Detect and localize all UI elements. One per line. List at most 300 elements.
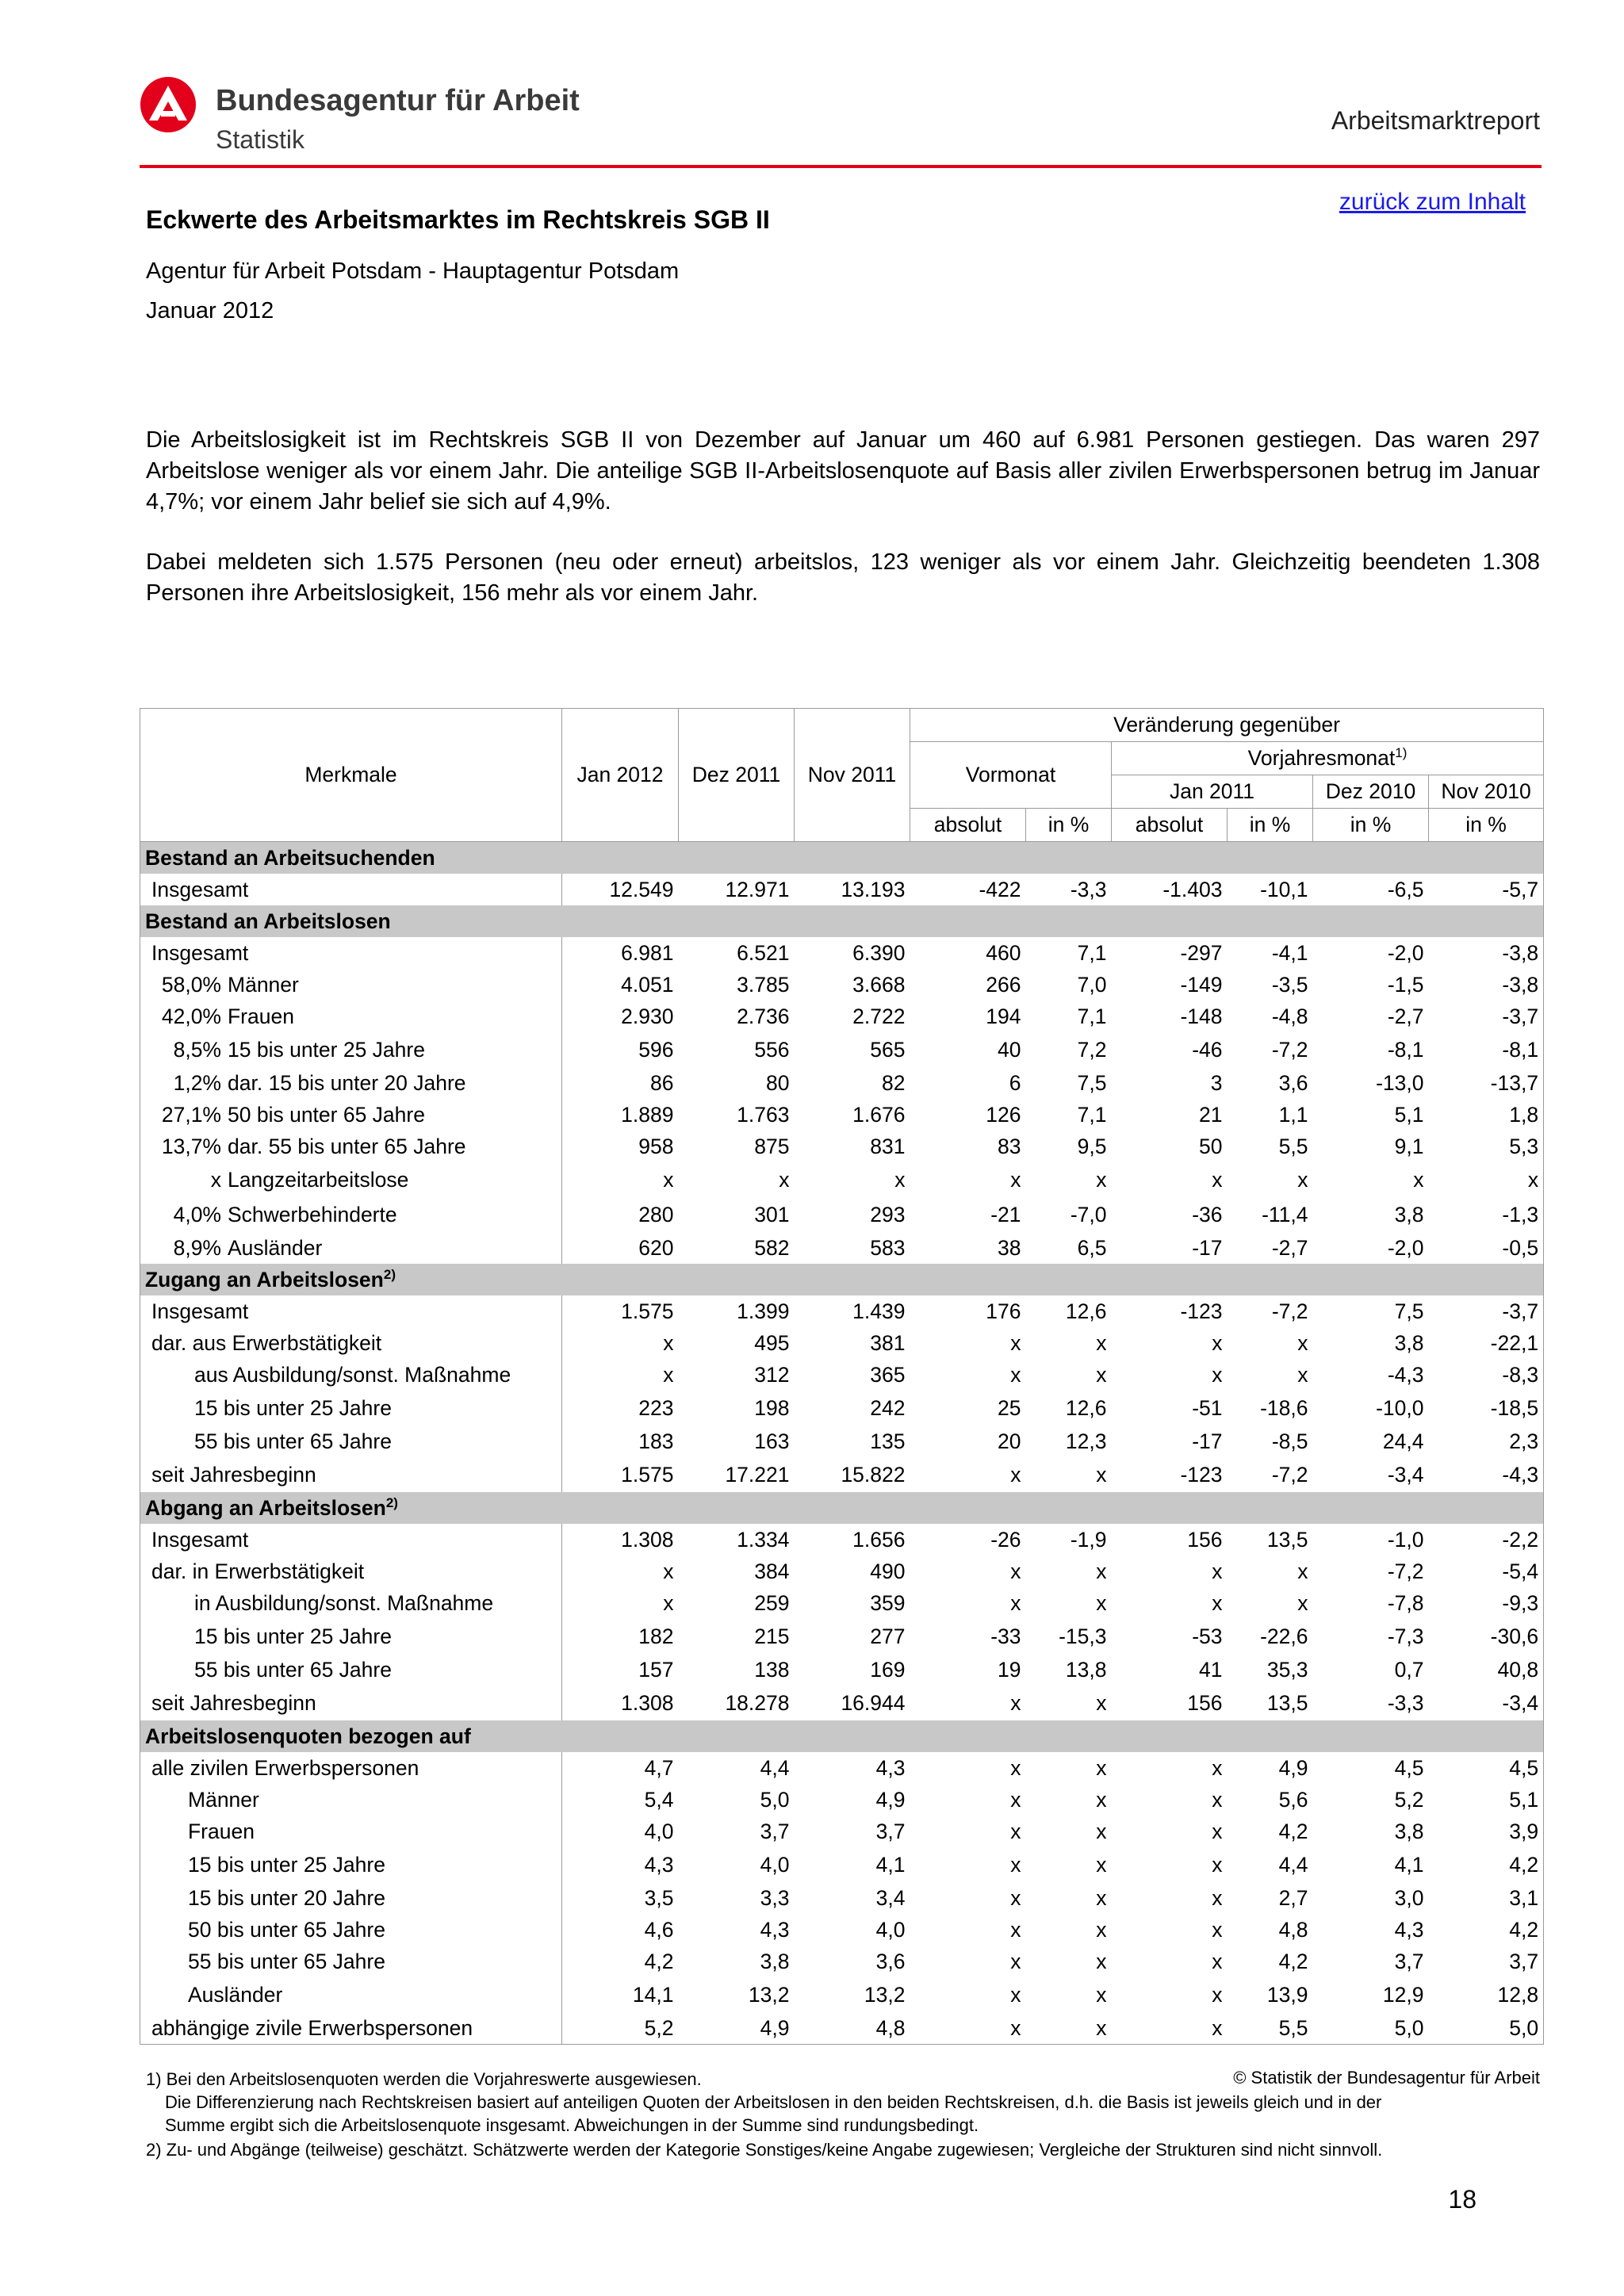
- value-cell: x: [1096, 1886, 1107, 1910]
- row-label-text: in Ausbildung/sonst. Maßnahme: [194, 1591, 494, 1615]
- header-merkmale: Merkmale: [140, 709, 562, 842]
- value-cell: -3,3: [1387, 1691, 1424, 1715]
- page-number: 18: [1448, 2185, 1477, 2214]
- value-cell: 1.308: [562, 1686, 679, 1720]
- row-label: [140, 1914, 562, 1946]
- row-label: [140, 1457, 562, 1492]
- report-label: Arbeitsmarktreport: [1331, 106, 1540, 135]
- row-label: [140, 1197, 562, 1232]
- value-cell: 242: [870, 1396, 906, 1420]
- value-cell: x: [1096, 1463, 1107, 1487]
- value-cell: 4,5: [1394, 1756, 1424, 1780]
- row-label: [140, 1587, 562, 1619]
- row-label-text: Insgesamt: [151, 1528, 249, 1552]
- row-label: [140, 1686, 562, 1720]
- value-cell: 135: [870, 1429, 906, 1453]
- value-cell: x: [1010, 1559, 1021, 1583]
- ba-logo-icon: [140, 76, 197, 133]
- section-row: [140, 1264, 1544, 1295]
- value-cell: 4,2: [1278, 1950, 1308, 1973]
- value-cell: -3,8: [1429, 969, 1544, 1001]
- value-cell: x: [1096, 1820, 1107, 1843]
- table-row: [140, 969, 1544, 1001]
- section-fill: [562, 1720, 1544, 1752]
- row-label-text: dar. in Erwerbstätigkeit: [151, 1559, 365, 1583]
- value-cell: x: [1010, 1463, 1021, 1487]
- header-vormonat: Vormonat: [910, 742, 1112, 809]
- report-period: Januar 2012: [146, 298, 274, 323]
- value-cell: 182: [562, 1619, 679, 1654]
- value-cell: -15,3: [1059, 1624, 1107, 1648]
- section-row: [140, 842, 1544, 874]
- value-cell: 3.668: [852, 973, 906, 997]
- back-to-contents-link[interactable]: zurück zum Inhalt: [1339, 189, 1526, 215]
- header-vorjahr-pct: in %: [1228, 809, 1313, 842]
- value-cell: -3,8: [1429, 937, 1544, 969]
- value-cell: -8,1: [1387, 1038, 1424, 1062]
- value-cell: 7,1: [1077, 1103, 1107, 1127]
- value-cell: 80: [766, 1071, 790, 1095]
- row-label: [140, 1425, 562, 1457]
- value-cell: -1,0: [1387, 1528, 1424, 1552]
- table-row: [140, 1359, 1544, 1391]
- value-cell: 126: [986, 1103, 1021, 1127]
- value-cell: x: [1212, 1363, 1223, 1387]
- value-cell: 4,3: [562, 1847, 679, 1882]
- value-cell: -0,5: [1429, 1232, 1544, 1264]
- row-label: [140, 1131, 562, 1162]
- table-row: [140, 1914, 1544, 1946]
- value-cell: -123: [1180, 1299, 1223, 1323]
- value-cell: x: [562, 1587, 679, 1619]
- footnote-1: 1) Bei den Arbeitslosenquoten werden die Vorjahreswerte ausgewiesen.: [146, 2069, 702, 2089]
- row-label: [140, 1391, 562, 1425]
- value-cell: 556: [754, 1038, 790, 1062]
- value-cell: -2,2: [1429, 1524, 1544, 1556]
- value-cell: 3,7: [1394, 1950, 1424, 1973]
- value-cell: 620: [562, 1232, 679, 1264]
- value-cell: 3.785: [737, 973, 790, 997]
- value-cell: 5,0: [1313, 2012, 1429, 2045]
- value-cell: 198: [754, 1396, 790, 1420]
- row-label-text: Insgesamt: [151, 941, 249, 965]
- value-cell: 3,9: [1429, 1816, 1544, 1847]
- footnote-2: 2) Zu- und Abgänge (teilweise) geschätzt. Schätzwerte werden der Kategorie Sonstiges/keine Angabe zugewiesen; Vergleiche der Strukturen sind nicht sinnvoll.: [146, 2140, 1383, 2160]
- value-cell: -46: [1192, 1038, 1223, 1062]
- table-row: [140, 1556, 1544, 1587]
- table-row: [140, 1847, 1544, 1882]
- agency-name: Agentur für Arbeit Potsdam - Hauptagentur Potsdam: [146, 258, 680, 284]
- value-cell: 1.575: [562, 1295, 679, 1327]
- value-cell: x: [1212, 1820, 1223, 1843]
- value-cell: 2.736: [737, 1004, 790, 1028]
- section-row: [140, 905, 1544, 937]
- value-cell: -3,7: [1429, 1001, 1544, 1032]
- value-cell: 13,2: [748, 1983, 790, 2007]
- value-cell: x: [1096, 1591, 1107, 1615]
- value-cell: x: [1010, 1331, 1021, 1355]
- section-row: [140, 1492, 1544, 1524]
- value-cell: 7,0: [1077, 973, 1107, 997]
- value-cell: -1.403: [1162, 878, 1223, 901]
- value-cell: x: [1096, 1691, 1107, 1715]
- value-cell: -18,6: [1260, 1396, 1308, 1420]
- value-cell: x: [1212, 1788, 1223, 1812]
- table-row: [140, 937, 1544, 969]
- table-row: [140, 1425, 1544, 1457]
- value-cell: -297: [1180, 941, 1223, 965]
- value-cell: -13,7: [1429, 1067, 1544, 1099]
- value-cell: 15.822: [841, 1463, 906, 1487]
- table-row: [140, 1295, 1544, 1327]
- section-label: Bestand an Arbeitsuchenden: [140, 842, 562, 874]
- share-percent: 4,0%: [173, 1203, 221, 1226]
- value-cell: 4.051: [562, 969, 679, 1001]
- value-cell: -3,3: [1070, 878, 1107, 901]
- value-cell: 19: [998, 1658, 1021, 1682]
- value-cell: -10,1: [1260, 878, 1308, 901]
- row-label-text: Ausländer: [228, 1236, 323, 1260]
- value-cell: -1,3: [1429, 1197, 1544, 1232]
- value-cell: x: [562, 1162, 679, 1197]
- row-label-text: 55 bis unter 65 Jahre: [194, 1658, 392, 1682]
- value-cell: x: [1026, 2012, 1112, 2045]
- value-cell: -21: [990, 1203, 1021, 1226]
- value-cell: 4,2: [1429, 1847, 1544, 1882]
- value-cell: 5,0: [760, 1788, 790, 1812]
- value-cell: x: [562, 1556, 679, 1587]
- value-cell: x: [1212, 1756, 1223, 1780]
- value-cell: 6.521: [737, 941, 790, 965]
- row-label: [140, 1977, 562, 2012]
- value-cell: 4,4: [1278, 1853, 1308, 1877]
- value-cell: 4,8: [1278, 1918, 1308, 1942]
- value-cell: -2,0: [1387, 1236, 1424, 1260]
- value-cell: x: [910, 2012, 1026, 2045]
- value-cell: 2,7: [1278, 1886, 1308, 1910]
- value-cell: 7,5: [1077, 1071, 1107, 1095]
- value-cell: 384: [754, 1559, 790, 1583]
- value-cell: 1.676: [852, 1103, 906, 1127]
- value-cell: 21: [1199, 1103, 1223, 1127]
- value-cell: 156: [1187, 1691, 1223, 1715]
- value-cell: 4,6: [562, 1914, 679, 1946]
- value-cell: x: [562, 1327, 679, 1359]
- value-cell: 9,5: [1077, 1135, 1107, 1158]
- value-cell: -3,4: [1429, 1686, 1544, 1720]
- row-label: [140, 1619, 562, 1654]
- value-cell: 5,2: [1394, 1788, 1424, 1812]
- org-name: Bundesagentur für Arbeit: [216, 84, 580, 117]
- row-label-text: Ausländer: [188, 1983, 283, 2007]
- footnote-1-line-2: Die Differenzierung nach Rechtskreisen basiert auf anteiligen Quoten der Arbeitslosen in den beiden Rechtskreisen, d.h. die Basis ist jeweils gleich und in der: [165, 2092, 1382, 2112]
- value-cell: -8,5: [1271, 1429, 1308, 1453]
- value-cell: x: [1096, 1559, 1107, 1583]
- row-label-text: 50 bis unter 65 Jahre: [188, 1918, 385, 1942]
- value-cell: 4,2: [1278, 1820, 1308, 1843]
- row-label: [140, 1067, 562, 1099]
- value-cell: 13,5: [1266, 1528, 1308, 1552]
- value-cell: 6,5: [1077, 1236, 1107, 1260]
- row-label: [140, 1654, 562, 1686]
- share-percent: 13,7%: [161, 1135, 221, 1158]
- value-cell: -17: [1192, 1429, 1223, 1453]
- summary-paragraph-2: Dabei meldeten sich 1.575 Personen (neu oder erneut) arbeitslos, 123 weniger als vor einem Jahr. Gleichzeitig beendeten 1.308 Personen ihre Arbeitslosigkeit, 156 mehr als vor einem Jahr.: [146, 549, 1540, 606]
- value-cell: -1,5: [1387, 973, 1424, 997]
- section-label: Abgang an Arbeitslosen$^{2)}$: [140, 1492, 562, 1524]
- value-cell: x: [1212, 1950, 1223, 1973]
- value-cell: x: [1096, 1756, 1107, 1780]
- value-cell: 958: [562, 1131, 679, 1162]
- table-row: [140, 1391, 1544, 1425]
- table-row: [140, 1882, 1544, 1914]
- share-percent: 8,9%: [173, 1236, 221, 1260]
- value-cell: -149: [1180, 973, 1223, 997]
- value-cell: 7,1: [1077, 1004, 1107, 1028]
- value-cell: 1.334: [737, 1528, 790, 1552]
- value-cell: x: [779, 1168, 790, 1192]
- row-label: [140, 1784, 562, 1816]
- value-cell: x: [1212, 1918, 1223, 1942]
- value-cell: x: [1297, 1168, 1308, 1192]
- table-row: [140, 1946, 1544, 1977]
- value-cell: -148: [1180, 1004, 1223, 1028]
- value-cell: 3,8: [1394, 1203, 1424, 1226]
- value-cell: 3,6: [1278, 1071, 1308, 1095]
- section-fill: [562, 1264, 1544, 1295]
- value-cell: 16.944: [841, 1691, 906, 1715]
- value-cell: 157: [562, 1654, 679, 1686]
- table-row: [140, 2012, 1544, 2045]
- row-label: [140, 874, 562, 905]
- row-label: [140, 2012, 562, 2045]
- share-percent: 1,2%: [173, 1071, 221, 1095]
- value-cell: 5,0: [1429, 2012, 1544, 2045]
- value-cell: 3,7: [875, 1820, 906, 1843]
- value-cell: 6.981: [562, 937, 679, 969]
- value-cell: -17: [1192, 1236, 1223, 1260]
- table-row: [140, 1197, 1544, 1232]
- share-percent: 42,0%: [161, 1004, 221, 1028]
- row-label-text: 15 bis unter 25 Jahre: [194, 1624, 392, 1648]
- table-row: [140, 1162, 1544, 1197]
- footnote-marker: 2): [385, 1495, 398, 1511]
- value-cell: x: [1096, 1853, 1107, 1877]
- row-label-text: Frauen: [188, 1820, 255, 1843]
- value-cell: 12,9: [1382, 1983, 1424, 2007]
- share-percent: 58,0%: [161, 973, 221, 997]
- value-cell: x: [1212, 1983, 1223, 2007]
- value-cell: 5,4: [562, 1784, 679, 1816]
- section-fill: [562, 1492, 1544, 1524]
- value-cell: x: [1212, 1559, 1223, 1583]
- value-cell: 4,1: [875, 1853, 906, 1877]
- value-cell: 24,4: [1382, 1429, 1424, 1453]
- value-cell: 582: [754, 1236, 790, 1260]
- header-vorjahresmonat: Vorjahresmonat$^{1)}$: [1112, 742, 1544, 775]
- header-dez-2010: Dez 2010: [1313, 775, 1429, 809]
- value-cell: 596: [562, 1032, 679, 1067]
- row-label-text: Frauen: [228, 1004, 294, 1028]
- value-cell: -1,9: [1070, 1528, 1107, 1552]
- value-cell: x: [1112, 2012, 1228, 2045]
- row-label: [140, 1816, 562, 1847]
- row-label-text: seit Jahresbeginn: [151, 1691, 316, 1715]
- value-cell: 4,8: [795, 2012, 910, 2045]
- section-label: Zugang an Arbeitslosen$^{2)}$: [140, 1264, 562, 1295]
- row-label: [140, 1232, 562, 1264]
- row-label: [140, 1556, 562, 1587]
- value-cell: 7,2: [1077, 1038, 1107, 1062]
- value-cell: -7,8: [1387, 1591, 1424, 1615]
- row-label-text: 15 bis unter 25 Jahre: [194, 1396, 392, 1420]
- value-cell: x: [1096, 1363, 1107, 1387]
- value-cell: 12,6: [1065, 1299, 1107, 1323]
- value-cell: 3,4: [875, 1886, 906, 1910]
- value-cell: -8,3: [1429, 1359, 1544, 1391]
- value-cell: 41: [1199, 1658, 1223, 1682]
- header-nov-2011: Nov 2011: [795, 709, 910, 842]
- value-cell: x: [1212, 1853, 1223, 1877]
- value-cell: 1.575: [562, 1457, 679, 1492]
- value-cell: 13,8: [1065, 1658, 1107, 1682]
- row-label-text: 15 bis unter 25 Jahre: [188, 1853, 385, 1877]
- value-cell: -5,4: [1429, 1556, 1544, 1587]
- value-cell: 1,1: [1278, 1103, 1308, 1127]
- value-cell: 4,3: [1394, 1918, 1424, 1942]
- value-cell: -3,5: [1271, 973, 1308, 997]
- value-cell: 495: [754, 1331, 790, 1355]
- share-percent: 8,5%: [173, 1038, 221, 1062]
- row-label-text: aus Ausbildung/sonst. Maßnahme: [194, 1363, 511, 1387]
- value-cell: 2.722: [852, 1004, 906, 1028]
- header-divider: [140, 165, 1542, 168]
- value-cell: 3,8: [1394, 1331, 1424, 1355]
- value-cell: 4,0: [562, 1816, 679, 1847]
- value-cell: x: [894, 1168, 906, 1192]
- value-cell: 2.930: [562, 1001, 679, 1032]
- value-cell: x: [1096, 1331, 1107, 1355]
- value-cell: x: [1010, 1918, 1021, 1942]
- value-cell: 359: [870, 1591, 906, 1615]
- value-cell: 460: [986, 941, 1021, 965]
- key-figures-table: [140, 708, 1544, 2045]
- value-cell: 365: [870, 1363, 906, 1387]
- value-cell: 183: [562, 1425, 679, 1457]
- value-cell: 3,8: [1394, 1820, 1424, 1843]
- value-cell: 4,1: [1394, 1853, 1424, 1877]
- value-cell: -2,0: [1387, 941, 1424, 965]
- value-cell: 40: [998, 1038, 1021, 1062]
- row-label: [140, 1032, 562, 1067]
- row-label-text: 55 bis unter 65 Jahre: [188, 1950, 385, 1973]
- header-vorjahr-absolut: absolut: [1112, 809, 1228, 842]
- value-cell: 50: [1199, 1135, 1223, 1158]
- row-label-text: Langzeitarbeitslose: [228, 1168, 409, 1192]
- value-cell: 169: [870, 1658, 906, 1682]
- value-cell: x: [1297, 1591, 1308, 1615]
- value-cell: x: [1010, 1691, 1021, 1715]
- value-cell: -2,7: [1387, 1004, 1424, 1028]
- header-jan-2011: Jan 2011: [1112, 775, 1313, 809]
- section-fill: [562, 842, 1544, 874]
- value-cell: -4,3: [1429, 1457, 1544, 1492]
- value-cell: 277: [870, 1624, 906, 1648]
- row-label-text: abhängige zivile Erwerbspersonen: [151, 2016, 473, 2040]
- value-cell: 3,7: [760, 1820, 790, 1843]
- value-cell: x: [1010, 1363, 1021, 1387]
- value-cell: x: [1096, 1983, 1107, 2007]
- value-cell: 40,8: [1429, 1654, 1544, 1686]
- row-label-text: dar. 15 bis unter 20 Jahre: [228, 1071, 466, 1095]
- value-cell: -3,4: [1387, 1463, 1424, 1487]
- value-cell: 13,5: [1266, 1691, 1308, 1715]
- value-cell: 301: [754, 1203, 790, 1226]
- value-cell: 12,8: [1429, 1977, 1544, 2012]
- value-cell: -4,1: [1271, 941, 1308, 965]
- value-cell: 163: [754, 1429, 790, 1453]
- value-cell: 259: [754, 1591, 790, 1615]
- table-row: [140, 1001, 1544, 1032]
- value-cell: 13,2: [864, 1983, 906, 2007]
- row-label-text: 50 bis unter 65 Jahre: [228, 1103, 425, 1127]
- value-cell: 1.308: [562, 1524, 679, 1556]
- value-cell: x: [1010, 1820, 1021, 1843]
- row-label-text: seit Jahresbeginn: [151, 1463, 316, 1487]
- row-label: [140, 1295, 562, 1327]
- value-cell: 5,2: [562, 2012, 679, 2045]
- value-cell: 35,3: [1266, 1658, 1308, 1682]
- table-body: [140, 842, 1544, 2045]
- value-cell: 215: [754, 1624, 790, 1648]
- value-cell: x: [562, 1359, 679, 1391]
- row-label-text: 55 bis unter 65 Jahre: [194, 1429, 392, 1453]
- row-label-text: Insgesamt: [151, 878, 249, 901]
- row-label-text: 15 bis unter 25 Jahre: [228, 1038, 425, 1062]
- value-cell: 831: [870, 1135, 906, 1158]
- page-title: Eckwerte des Arbeitsmarktes im Rechtskreis SGB II: [146, 205, 770, 234]
- table-row: [140, 1067, 1544, 1099]
- value-cell: -2,7: [1271, 1236, 1308, 1260]
- value-cell: 4,0: [760, 1853, 790, 1877]
- table-row: [140, 1232, 1544, 1264]
- value-cell: 5,5: [1278, 1135, 1308, 1158]
- value-cell: x: [1010, 1983, 1021, 2007]
- row-label-text: Schwerbehinderte: [228, 1203, 397, 1226]
- value-cell: 583: [870, 1236, 906, 1260]
- section-label: Arbeitslosenquoten bezogen auf: [140, 1720, 562, 1752]
- value-cell: x: [1297, 1363, 1308, 1387]
- row-label: [140, 1327, 562, 1359]
- value-cell: -4,3: [1387, 1363, 1424, 1387]
- value-cell: -22,6: [1260, 1624, 1308, 1648]
- value-cell: 20: [998, 1429, 1021, 1453]
- value-cell: 86: [562, 1067, 679, 1099]
- value-cell: x: [1096, 1918, 1107, 1942]
- value-cell: -26: [990, 1528, 1021, 1552]
- value-cell: 17.221: [725, 1463, 790, 1487]
- value-cell: x: [1297, 1559, 1308, 1583]
- header-veraenderung: Veränderung gegenüber: [910, 709, 1544, 742]
- table-row: [140, 1032, 1544, 1067]
- value-cell: 12,6: [1065, 1396, 1107, 1420]
- value-cell: 3: [1210, 1071, 1223, 1095]
- footnote-1-line-3: Summe ergibt sich die Arbeitslosenquote insgesamt. Abweichungen in der Summe sind rundungsbedingt.: [165, 2115, 979, 2135]
- value-cell: 9,1: [1394, 1135, 1424, 1158]
- footnote-marker: 2): [383, 1267, 396, 1283]
- value-cell: 3,6: [875, 1950, 906, 1973]
- table-row: [140, 1099, 1544, 1131]
